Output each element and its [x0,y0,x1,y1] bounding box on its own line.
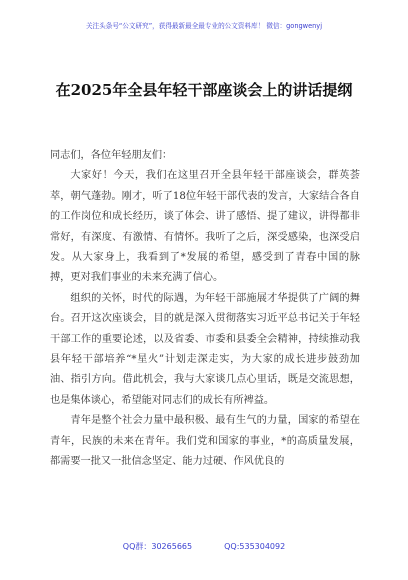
footer-qq-group: QQ群：30265665 [122,542,193,551]
paragraph: 大家好！今天，我们在这里召开全县年轻干部座谈会，群英荟萃，朝气蓬勃。刚才，听了18位年轻干部代表的发言，大家结合各自的工作岗位和成长经历，谈了体会、讲了感悟、提了建议，讲得都非常好，有深度、有激情、有情怀。我听了之后，深受感染，也深受启发。从大家身上，我看到了*发展的希望，感受到了青春中国的脉搏，更对我们事业的未来充满了信心。 [50,170,360,284]
footer [0,541,408,552]
header-banner: 关注头条号“公文研究”，获得最新最全最专业的公文资料库！ 微信：gongwenyj [85,22,323,30]
page-title: 在2025年全县年轻干部座谈会上的讲话提纲 [55,81,353,99]
footer-qq: QQ:535304092 [224,542,286,551]
document-body [50,146,360,473]
paragraph: 青年是整个社会力量中最积极、最有生气的力量，国家的希望在青年，民族的未来在青年。我们党和国家的事业，*的高质量发展，都需要一批又一批信念坚定、能力过硬、作风优良的 [50,415,360,468]
salutation: 同志们，各位年轻朋友们： [50,150,173,161]
paragraph: 组织的关怀，时代的际遇，为年轻干部施展才华提供了广阔的舞台。召开这次座谈会，目的就是深入贯彻落实习近平总书记关于年轻干部工作的重要论述，以及省委、市委和县委全会精神，持续推动我县年轻干部培养“*星火”计划走深走实，为大家的成长进步鼓劲加油、指引方向。借此机会，我与大家谈几点心里话，既是交流思想，也是集体谈心，希望能对同志们的成长有所裨益。 [50,292,360,406]
